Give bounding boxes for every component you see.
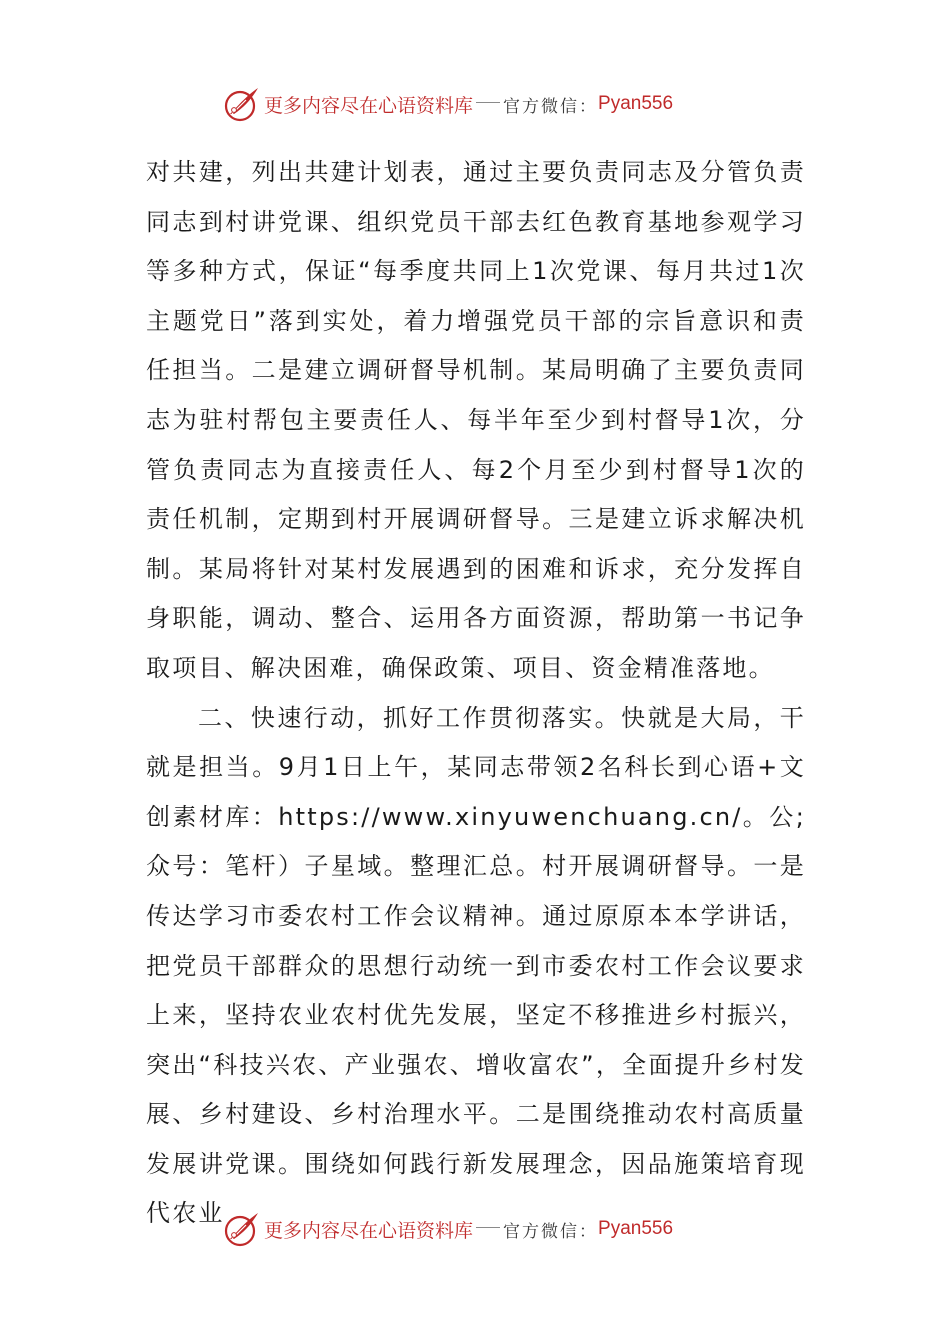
quill-logo-icon	[222, 1209, 262, 1249]
banner-wechat-id: Pyan556	[598, 1218, 674, 1239]
body-paragraph: 对共建，列出共建计划表，通过主要负责同志及分管负责同志到村讲党课、组织党员干部去红色教育基地参观学习等多种方式，保证“每季度共同上1次党课、每月共过1次主题党日”落到实处，着力增强党员干部的宗旨意识和责任担当。二是建立调研督导机制。某局明确了主要负责同志为驻村帮包主要责任人、每半年至少到村督导1次，分管负责同志为直接责任人、每2个月至少到村督导1次的责任机制，定期到村开展调研督导。三是建立诉求解决机制。某局将针对某村发展遇到的困难和诉求，充分发挥自身职能，调动、整合、运用各方面资源，帮助第一书记争取项目、解决困难，确保政策、项目、资金精准落地。	[146, 158, 806, 682]
banner-wechat-id: Pyan556	[598, 93, 674, 114]
footer-banner	[222, 1209, 742, 1249]
banner-divider	[476, 102, 500, 103]
header-banner	[222, 84, 742, 124]
body-paragraph: 二、快速行动，抓好工作贯彻落实。快就是大局，干就是担当。9月1日上午，某同志带领2名科长到心语+文创素材库：https://www.xinyuwenchuang.cn/。公;众号：笔杆）子星域。整理汇总。村开展调研督导。一是传达学习市委农村工作会议精神。通过原原本本学讲话，把党员干部群众的思想行动统一到市委农村工作会议要求上来，坚持农业农村优先发展，坚定不移推进乡村振兴，突出“科技兴农、产业强农、增收富农”，全面提升乡村发展、乡村建设、乡村治理水平。二是围绕推动农村高质量发展讲党课。围绕如何践行新发展理念，因品施策培育现代农业	[146, 703, 806, 1228]
banner-title: 更多内容尽在心语资料库	[264, 94, 474, 117]
banner-wechat-label: 官方微信：	[503, 96, 599, 117]
banner-divider	[476, 1227, 500, 1228]
banner-title: 更多内容尽在心语资料库	[264, 1219, 474, 1242]
document-body	[146, 148, 806, 1239]
quill-logo-icon	[222, 84, 262, 124]
banner-wechat-label: 官方微信：	[503, 1221, 599, 1242]
